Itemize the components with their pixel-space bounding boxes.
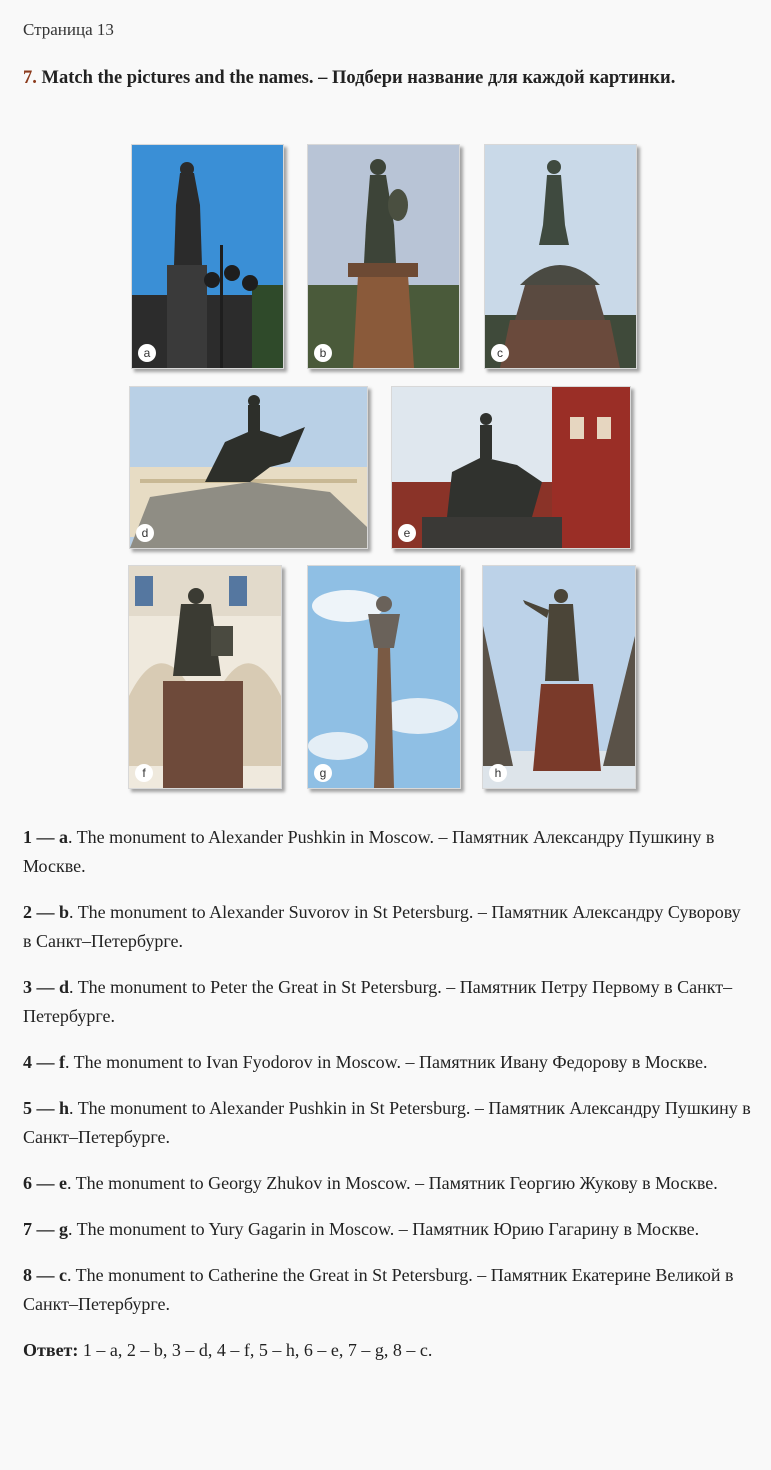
answer-key: 4 — f bbox=[23, 1052, 65, 1072]
equestrian-statue-icon bbox=[392, 387, 630, 548]
answer-text: . The monument to Peter the Great in St Petersburg. – Памятник Петру Первому в Санкт–Петербурге. bbox=[23, 977, 733, 1026]
photo-h bbox=[482, 565, 636, 789]
final-answer-text: 1 – a, 2 – b, 3 – d, 4 – f, 5 – h, 6 – e, 7 – g, 8 – c. bbox=[78, 1340, 433, 1360]
answer-item bbox=[23, 1215, 753, 1244]
answer-item bbox=[23, 1169, 753, 1198]
answer-text: . The monument to Catherine the Great in St Petersburg. – Памятник Екатерине Великой в Санкт–Петербурге. bbox=[23, 1265, 734, 1314]
statue-icon bbox=[485, 145, 636, 368]
statue-icon bbox=[132, 145, 283, 368]
answer-key: 6 — e bbox=[23, 1173, 67, 1193]
photo-d bbox=[129, 386, 368, 549]
statue-icon bbox=[483, 566, 635, 788]
photo-letter: h bbox=[489, 764, 507, 782]
task-heading bbox=[23, 64, 743, 92]
equestrian-statue-icon bbox=[130, 387, 367, 548]
page-label: Страница 13 bbox=[23, 20, 114, 39]
photo-letter: b bbox=[314, 344, 332, 362]
photo-g bbox=[307, 565, 461, 789]
answer-item bbox=[23, 823, 753, 881]
final-answer bbox=[23, 1336, 753, 1365]
answer-key: 7 — g bbox=[23, 1219, 68, 1239]
answer-item bbox=[23, 898, 753, 956]
statue-icon bbox=[129, 566, 281, 788]
answer-text: . The monument to Yury Gagarin in Moscow. – Памятник Юрию Гагарину в Москве. bbox=[68, 1219, 700, 1239]
photo-f bbox=[128, 565, 282, 789]
final-answer-label: Ответ: bbox=[23, 1340, 79, 1360]
photo-b bbox=[307, 144, 460, 369]
answers-list bbox=[23, 823, 753, 1365]
photo-c bbox=[484, 144, 637, 369]
photo-e bbox=[391, 386, 631, 549]
photo-letter: e bbox=[398, 524, 416, 542]
answer-item bbox=[23, 973, 753, 1031]
answer-item bbox=[23, 1048, 753, 1077]
answer-item bbox=[23, 1261, 753, 1319]
statue-icon bbox=[308, 145, 459, 368]
photo-letter: c bbox=[491, 344, 509, 362]
photo-letter: f bbox=[135, 764, 153, 782]
answer-text: . The monument to Ivan Fyodorov in Moscow. – Памятник Ивану Федорову в Москве. bbox=[65, 1052, 708, 1072]
answer-text: . The monument to Alexander Suvorov in St Petersburg. – Памятник Александру Суворову в Санкт–Петербурге. bbox=[23, 902, 741, 951]
answer-key: 2 — b bbox=[23, 902, 70, 922]
answer-text: . The monument to Alexander Pushkin in St Petersburg. – Памятник Александру Пушкину в Санкт–Петербурге. bbox=[23, 1098, 751, 1147]
photo-letter: d bbox=[136, 524, 154, 542]
answer-item bbox=[23, 1094, 753, 1152]
answer-key: 8 — c bbox=[23, 1265, 67, 1285]
photo-letter: g bbox=[314, 764, 332, 782]
answer-text: . The monument to Georgy Zhukov in Moscow. – Памятник Георгию Жукову в Москве. bbox=[67, 1173, 718, 1193]
photo-a bbox=[131, 144, 284, 369]
task-number: 7. bbox=[23, 68, 37, 88]
answer-key: 3 — d bbox=[23, 977, 70, 997]
task-text: Match the pictures and the names. – Подбери название для каждой картинки. bbox=[36, 68, 676, 88]
answer-text: . The monument to Alexander Pushkin in Moscow. – Памятник Александру Пушкину в Москве. bbox=[23, 827, 715, 876]
answer-key: 1 — a bbox=[23, 827, 68, 847]
answer-key: 5 — h bbox=[23, 1098, 70, 1118]
statue-icon bbox=[308, 566, 460, 788]
photo-letter: a bbox=[138, 344, 156, 362]
